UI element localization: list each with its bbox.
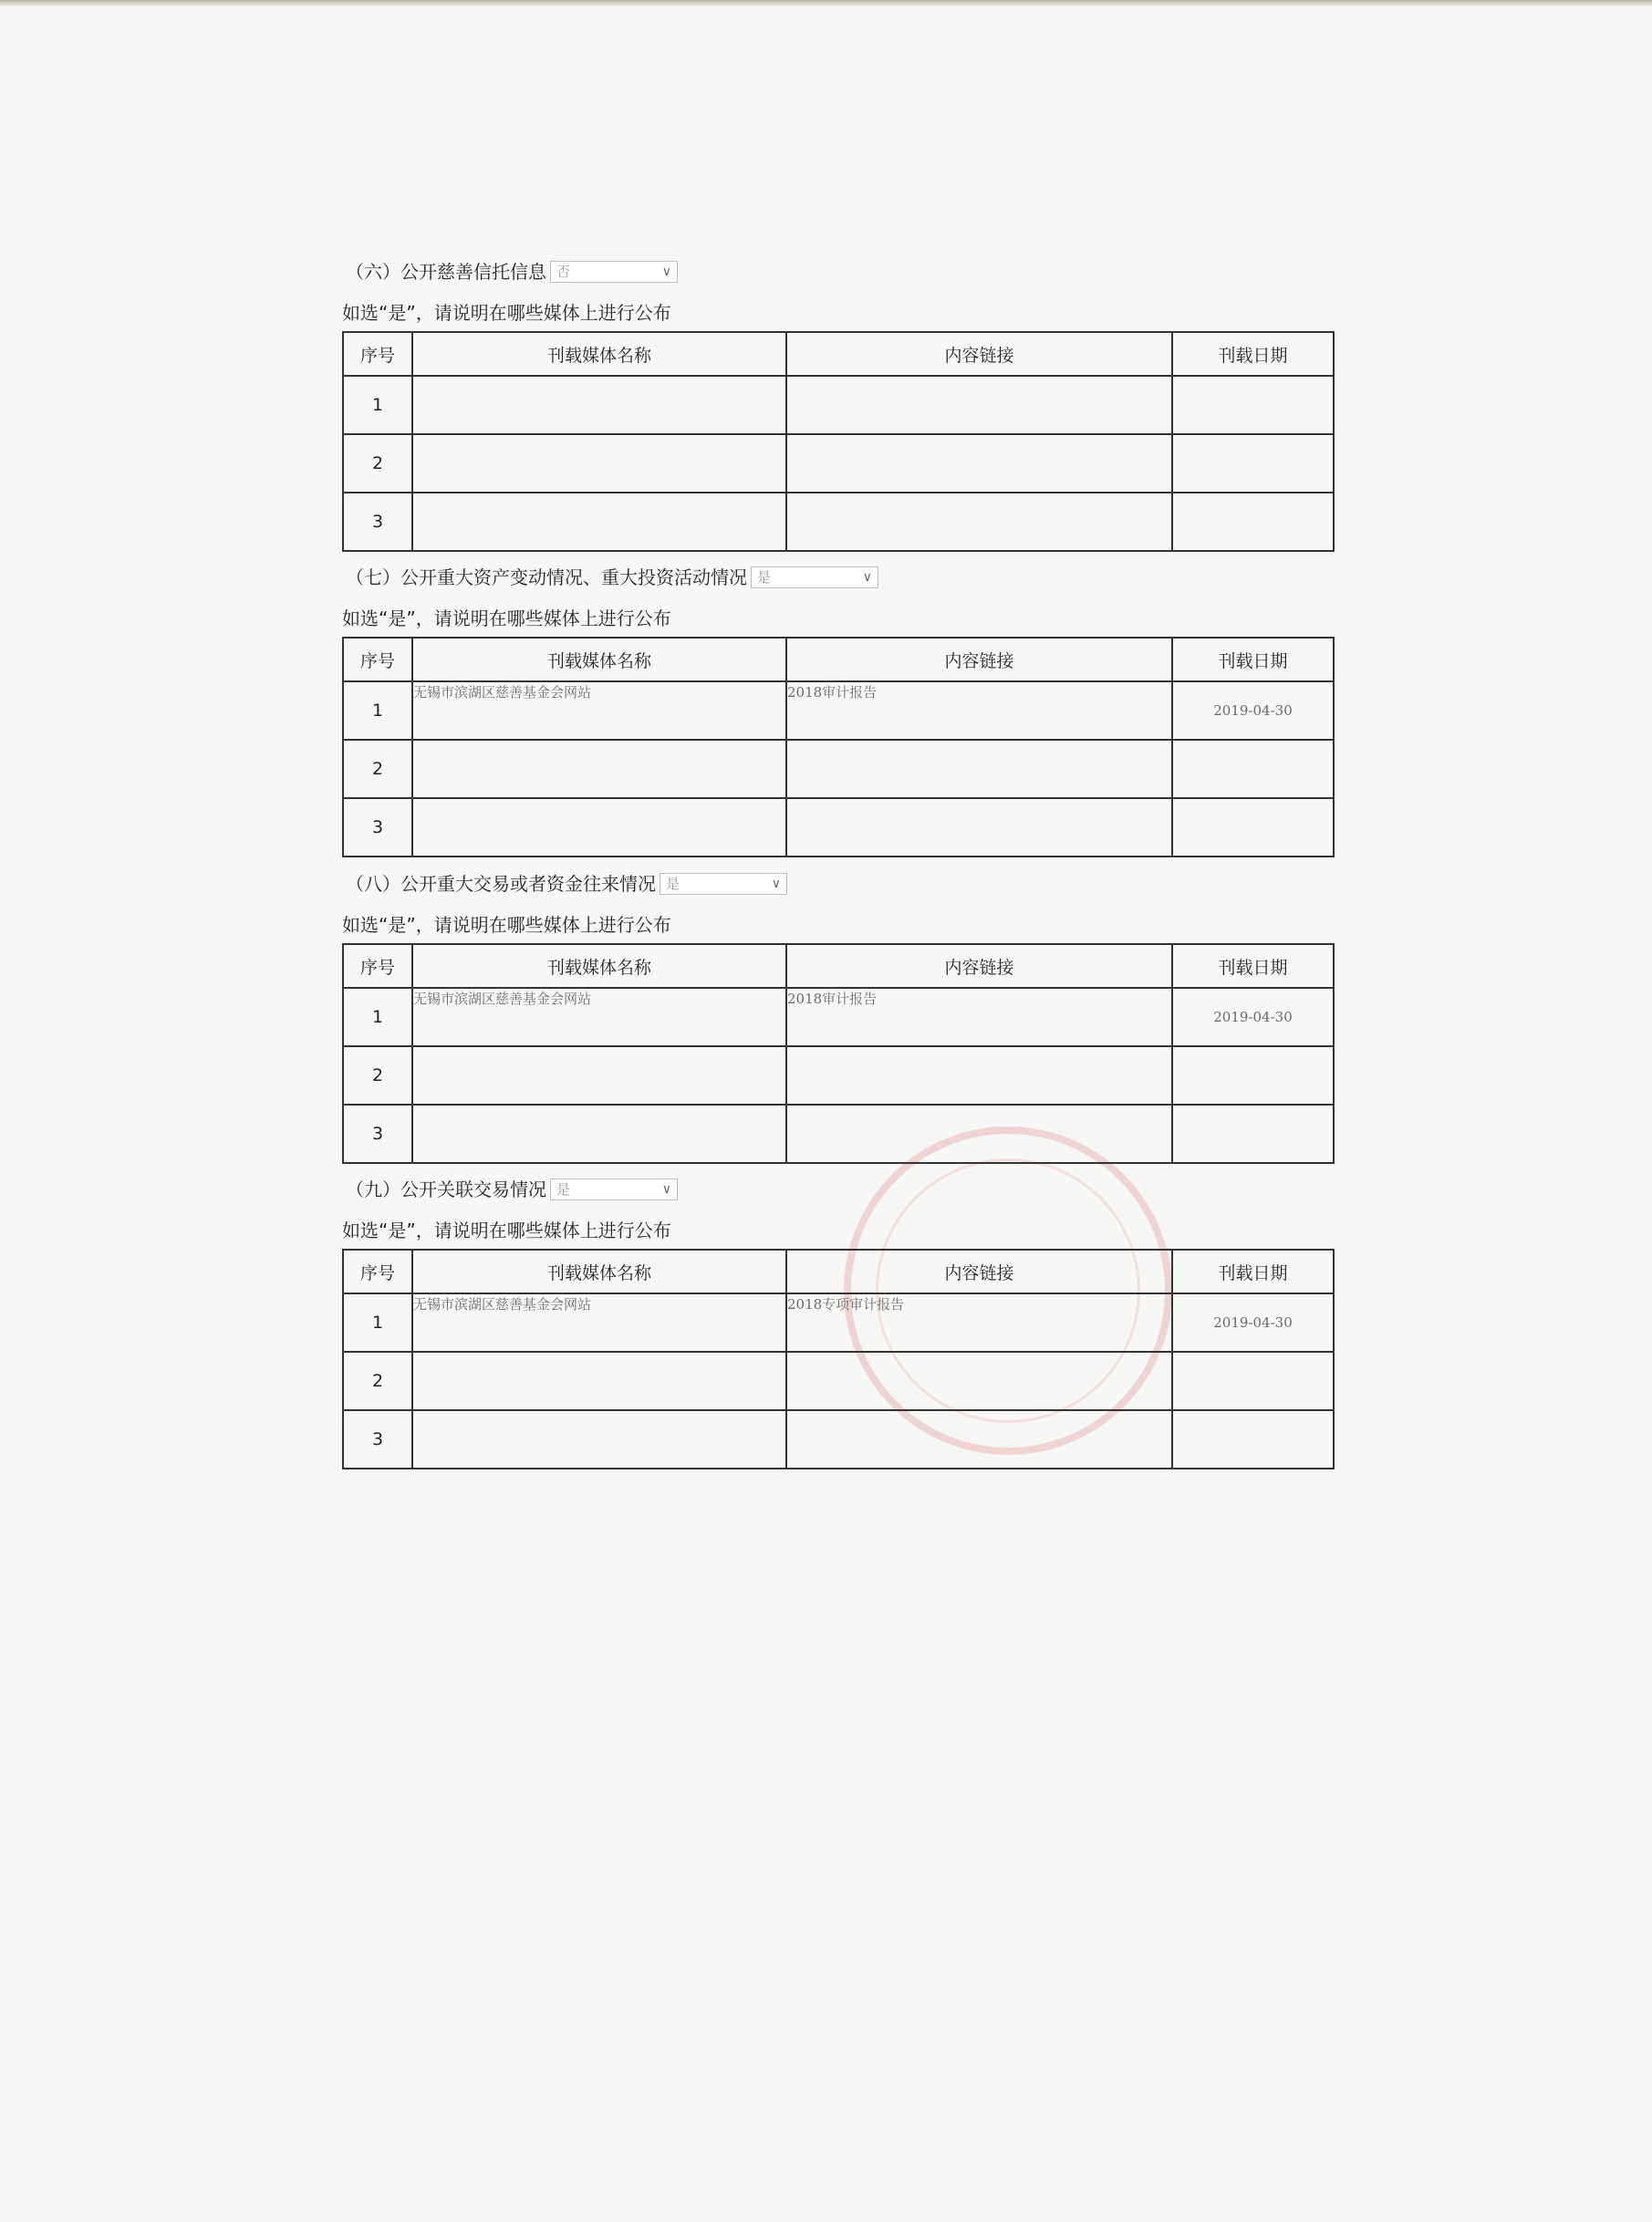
header-media-name: 刊载媒体名称: [412, 1250, 786, 1293]
row-index: 1: [343, 1293, 412, 1352]
publish-date-cell[interactable]: [1172, 493, 1334, 551]
section-title: [346, 564, 878, 591]
media-name-cell[interactable]: [412, 376, 786, 434]
content-link-cell[interactable]: 2018审计报告: [786, 681, 1172, 740]
header-content-link: 内容链接: [786, 638, 1172, 681]
media-name-cell[interactable]: [412, 1046, 786, 1105]
header-media-name: 刊载媒体名称: [412, 638, 786, 681]
select-value: 否: [556, 264, 571, 280]
section-title-text: （七）公开重大资产变动情况、重大投资活动情况: [346, 566, 747, 588]
table-row: [343, 798, 1334, 857]
media-name-cell[interactable]: [412, 493, 786, 551]
media-table: [342, 637, 1335, 857]
table-row: [343, 493, 1334, 551]
publish-date-cell[interactable]: 2019-04-30: [1172, 681, 1334, 740]
media-name-cell[interactable]: [412, 740, 786, 798]
media-name-cell[interactable]: [412, 1352, 786, 1410]
content-link-cell[interactable]: [786, 376, 1172, 434]
header-media-name: 刊载媒体名称: [412, 332, 786, 376]
disclosure-select[interactable]: [660, 873, 787, 895]
content-link-cell[interactable]: [786, 1352, 1172, 1410]
row-index: 2: [343, 434, 412, 493]
row-index: 1: [343, 376, 412, 434]
header-date: 刊载日期: [1172, 332, 1334, 376]
header-index: 序号: [343, 638, 412, 681]
section-note: 如选“是”，请说明在哪些媒体上进行公布: [342, 607, 671, 629]
publish-date-cell[interactable]: [1172, 1352, 1334, 1410]
media-name-cell[interactable]: [412, 1410, 786, 1469]
media-table: [342, 1249, 1335, 1469]
table-row: [343, 1046, 1334, 1105]
table-row: [343, 1293, 1334, 1352]
section-title-text: （六）公开慈善信托信息: [346, 261, 546, 283]
header-date: 刊载日期: [1172, 638, 1334, 681]
chevron-down-icon: ∨: [661, 1182, 671, 1197]
content-link-cell[interactable]: 2018专项审计报告: [786, 1293, 1172, 1352]
header-date: 刊载日期: [1172, 1250, 1334, 1293]
publish-date-cell[interactable]: [1172, 798, 1334, 857]
table-row: [343, 434, 1334, 493]
section-title: [346, 1176, 678, 1203]
media-name-cell[interactable]: [412, 798, 786, 857]
row-index: 3: [343, 1410, 412, 1469]
content-link-cell[interactable]: [786, 434, 1172, 493]
disclosure-select[interactable]: [550, 261, 678, 283]
chevron-down-icon: ∨: [771, 877, 781, 891]
table-row: [343, 681, 1334, 740]
table-header-row: [343, 944, 1334, 988]
select-value: 是: [757, 569, 772, 586]
table-row: [343, 988, 1334, 1046]
section-title: [346, 870, 787, 898]
table-row: [343, 376, 1334, 434]
table-row: [343, 1352, 1334, 1410]
row-index: 3: [343, 798, 412, 857]
table-header-row: [343, 332, 1334, 376]
media-name-cell[interactable]: [412, 434, 786, 493]
header-date: 刊载日期: [1172, 944, 1334, 988]
publish-date-cell[interactable]: [1172, 376, 1334, 434]
chevron-down-icon: ∨: [661, 265, 671, 279]
publish-date-cell[interactable]: [1172, 1046, 1334, 1105]
publish-date-cell[interactable]: [1172, 434, 1334, 493]
select-value: 是: [556, 1181, 571, 1198]
chevron-down-icon: ∨: [862, 570, 872, 585]
section-note: 如选“是”，请说明在哪些媒体上进行公布: [342, 302, 671, 324]
table-header-row: [343, 1250, 1334, 1293]
publish-date-cell[interactable]: 2019-04-30: [1172, 988, 1334, 1046]
header-content-link: 内容链接: [786, 332, 1172, 376]
header-index: 序号: [343, 332, 412, 376]
row-index: 2: [343, 740, 412, 798]
section-title: [346, 258, 678, 286]
row-index: 3: [343, 493, 412, 551]
media-name-cell[interactable]: 无锡市滨湖区慈善基金会网站: [412, 988, 786, 1046]
publish-date-cell[interactable]: [1172, 1105, 1334, 1163]
media-name-cell[interactable]: 无锡市滨湖区慈善基金会网站: [412, 681, 786, 740]
section-title-text: （九）公开关联交易情况: [346, 1178, 546, 1200]
table-row: [343, 1105, 1334, 1163]
row-index: 1: [343, 681, 412, 740]
publish-date-cell[interactable]: [1172, 740, 1334, 798]
content-link-cell[interactable]: [786, 493, 1172, 551]
section-note: 如选“是”，请说明在哪些媒体上进行公布: [342, 914, 671, 936]
disclosure-select[interactable]: [550, 1178, 678, 1200]
publish-date-cell[interactable]: 2019-04-30: [1172, 1293, 1334, 1352]
media-table: [342, 331, 1335, 552]
content-link-cell[interactable]: 2018审计报告: [786, 988, 1172, 1046]
content-link-cell[interactable]: [786, 740, 1172, 798]
row-index: 2: [343, 1352, 412, 1410]
header-media-name: 刊载媒体名称: [412, 944, 786, 988]
content-link-cell[interactable]: [786, 798, 1172, 857]
content-link-cell[interactable]: [786, 1410, 1172, 1469]
media-name-cell[interactable]: 无锡市滨湖区慈善基金会网站: [412, 1293, 786, 1352]
section-title-text: （八）公开重大交易或者资金往来情况: [346, 873, 656, 895]
media-name-cell[interactable]: [412, 1105, 786, 1163]
section-note: 如选“是”，请说明在哪些媒体上进行公布: [342, 1220, 671, 1241]
table-header-row: [343, 638, 1334, 681]
content-link-cell[interactable]: [786, 1046, 1172, 1105]
header-content-link: 内容链接: [786, 944, 1172, 988]
disclosure-select[interactable]: [751, 566, 878, 588]
header-index: 序号: [343, 944, 412, 988]
content-link-cell[interactable]: [786, 1105, 1172, 1163]
row-index: 1: [343, 988, 412, 1046]
table-row: [343, 1410, 1334, 1469]
publish-date-cell[interactable]: [1172, 1410, 1334, 1469]
media-table: [342, 943, 1335, 1164]
row-index: 2: [343, 1046, 412, 1105]
header-content-link: 内容链接: [786, 1250, 1172, 1293]
header-index: 序号: [343, 1250, 412, 1293]
row-index: 3: [343, 1105, 412, 1163]
select-value: 是: [666, 876, 681, 892]
table-row: [343, 740, 1334, 798]
